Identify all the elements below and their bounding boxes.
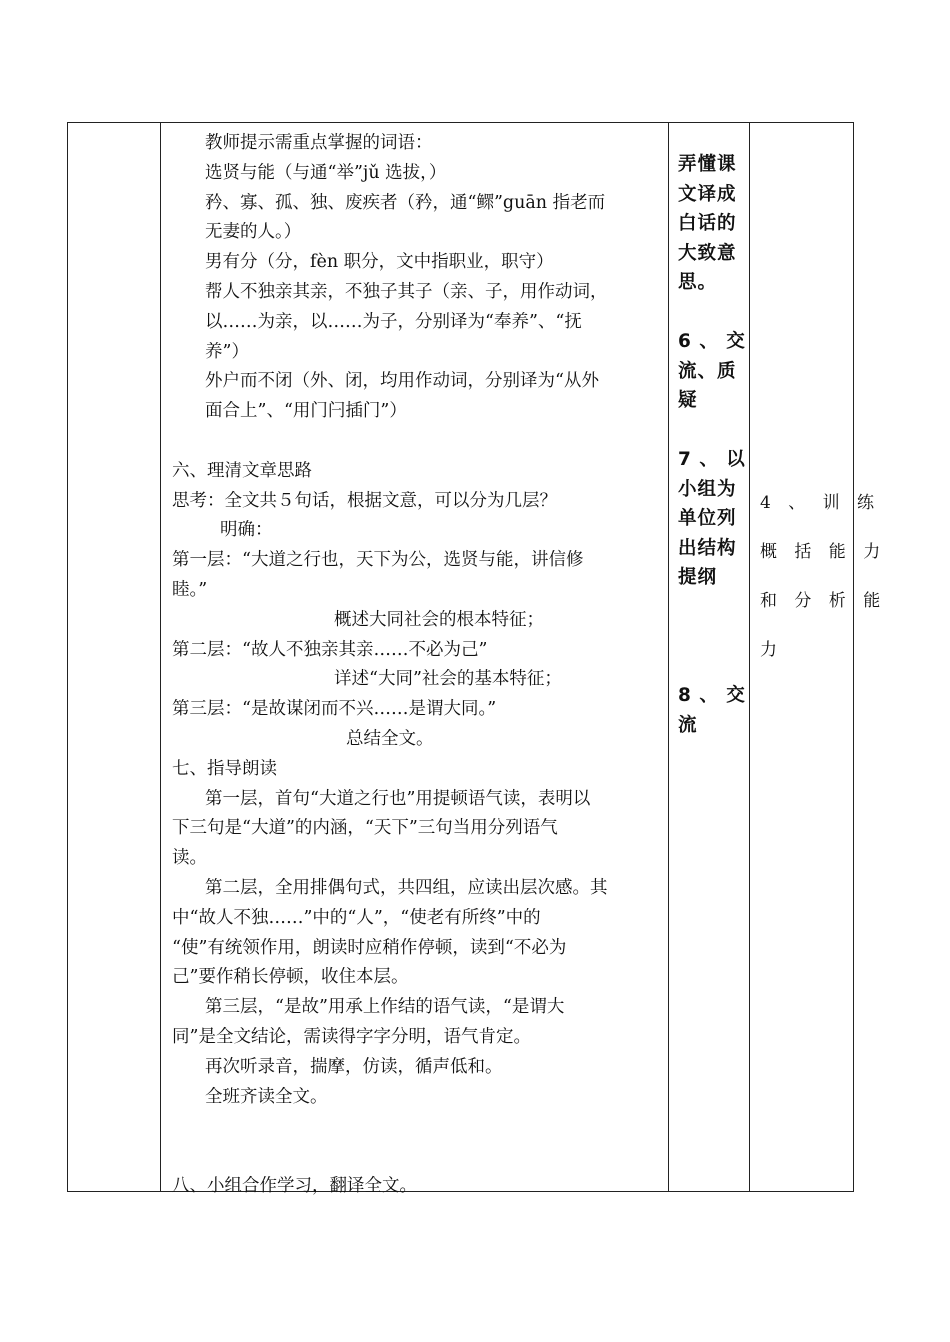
content-line: 养”） <box>205 341 249 362</box>
activity-line: 7 、 以 <box>678 449 746 470</box>
content-line: 再次听录音，揣摩，仿读，循声低和。 <box>205 1056 503 1077</box>
section-heading: 七、指导朗读 <box>172 758 277 779</box>
content-line: 中“故人不独……”中的“人”，“使老有所终”中的 <box>172 907 541 928</box>
content-line: 以……为亲，以……为子，分别译为“奉养”、“抚 <box>205 311 582 332</box>
content-line: “使”有统领作用，朗读时应稍作停顿，读到“不必为 <box>172 937 567 958</box>
content-line: 睦。” <box>172 579 208 600</box>
left-blank-cell <box>68 123 160 1191</box>
intent-line: 4 、 训 练 <box>760 493 881 513</box>
intent-line: 力 <box>760 640 783 660</box>
section-heading: 六、理清文章思路 <box>172 460 312 481</box>
activity-line: 思。 <box>678 272 718 293</box>
content-line: 第二层，全用排偶句式，共四组，应读出层次感。其 <box>205 877 608 898</box>
content-line: 第一层：“大道之行也，天下为公，选贤与能，讲信修 <box>172 550 584 571</box>
activity-line: 白话的 <box>678 213 737 234</box>
intent-line: 和 分 析 能 <box>760 591 887 611</box>
activity-line: 流、质 <box>678 360 737 382</box>
content-line: 读。 <box>172 848 207 869</box>
blank-line <box>678 622 745 652</box>
activity-line: 流 <box>678 714 698 736</box>
content-line: 全班齐读全文。 <box>205 1086 328 1107</box>
activity-line: 弄懂课 <box>678 154 737 175</box>
activity-line: 大致意 <box>678 242 737 264</box>
blank-line <box>172 427 660 457</box>
blank-line <box>678 652 745 682</box>
content-line: 详述“大同”社会的基本特征； <box>334 669 562 690</box>
content-line: 第三层：“是故谋闭而不兴……是谓大同。” <box>172 699 497 720</box>
activity-line: 提纲 <box>678 567 718 588</box>
content-line: 第二层：“故人不独亲其亲……不必为己” <box>172 639 488 660</box>
blank-line <box>172 1142 660 1172</box>
activity-line: 出结构 <box>678 537 737 559</box>
activity-line: 小组为 <box>678 478 737 500</box>
content-line: 矜、寡、孤、独、废疾者（矜，通“鳏”guān 指老而 <box>205 192 606 213</box>
content-line: 同”是全文结论，需读得字字分明，语气肯定。 <box>172 1026 531 1047</box>
content-line: 面合上”、“用门闩插门”） <box>205 401 407 422</box>
intent-line: 概 括 能 力 <box>760 542 887 562</box>
content-line: 选贤与能（与通“举”jǔ 选拔，） <box>205 162 447 183</box>
activity-line: 单位列 <box>678 508 737 529</box>
blank-line <box>678 593 745 623</box>
content-line: 无妻的人。） <box>205 222 302 243</box>
content-line: 男有分（分，fèn 职分，文中指职业，职守） <box>205 252 554 273</box>
content-line: 第三层，“是故”用承上作结的语气读，“是谓大 <box>205 997 565 1018</box>
section-heading: 八、小组合作学习，翻译全文。 <box>172 1175 417 1196</box>
content-line: 明确： <box>220 520 273 541</box>
activity-line: 疑 <box>678 390 698 411</box>
lesson-plan-table <box>67 122 887 1196</box>
blank-line <box>678 416 745 446</box>
content-line: 帮人不独亲其亲，不独子其子（亲、子，用作动词， <box>205 281 608 302</box>
activity-line: 8 、 交 <box>678 685 746 706</box>
content-line: 下三句是“大道”的内涵，“天下”三句当用分列语气 <box>172 818 558 839</box>
blank-line <box>678 298 745 328</box>
student-activity-cell <box>668 123 749 1191</box>
content-line: 思考：全文共５句话，根据文意，可以分为几层？ <box>172 490 557 511</box>
activity-line: 文译成 <box>678 183 737 205</box>
content-line: 教师提示需重点掌握的词语： <box>205 133 433 153</box>
design-intent-cell <box>749 123 887 1191</box>
content-line: 概述大同社会的根本特征； <box>334 609 544 630</box>
content-line: 第一层，首句“大道之行也”用提顿语气读，表明以 <box>205 788 591 809</box>
content-line: 外户而不闭（外、闭，均用作动词，分别译为“从外 <box>205 371 599 392</box>
blank-line <box>172 1112 660 1142</box>
content-line: 己”要作稍长停顿，收住本层。 <box>172 967 409 988</box>
activity-line: 6 、 交 <box>678 331 746 352</box>
content-line: 总结全文。 <box>346 728 434 749</box>
teaching-content-cell <box>160 123 668 1196</box>
